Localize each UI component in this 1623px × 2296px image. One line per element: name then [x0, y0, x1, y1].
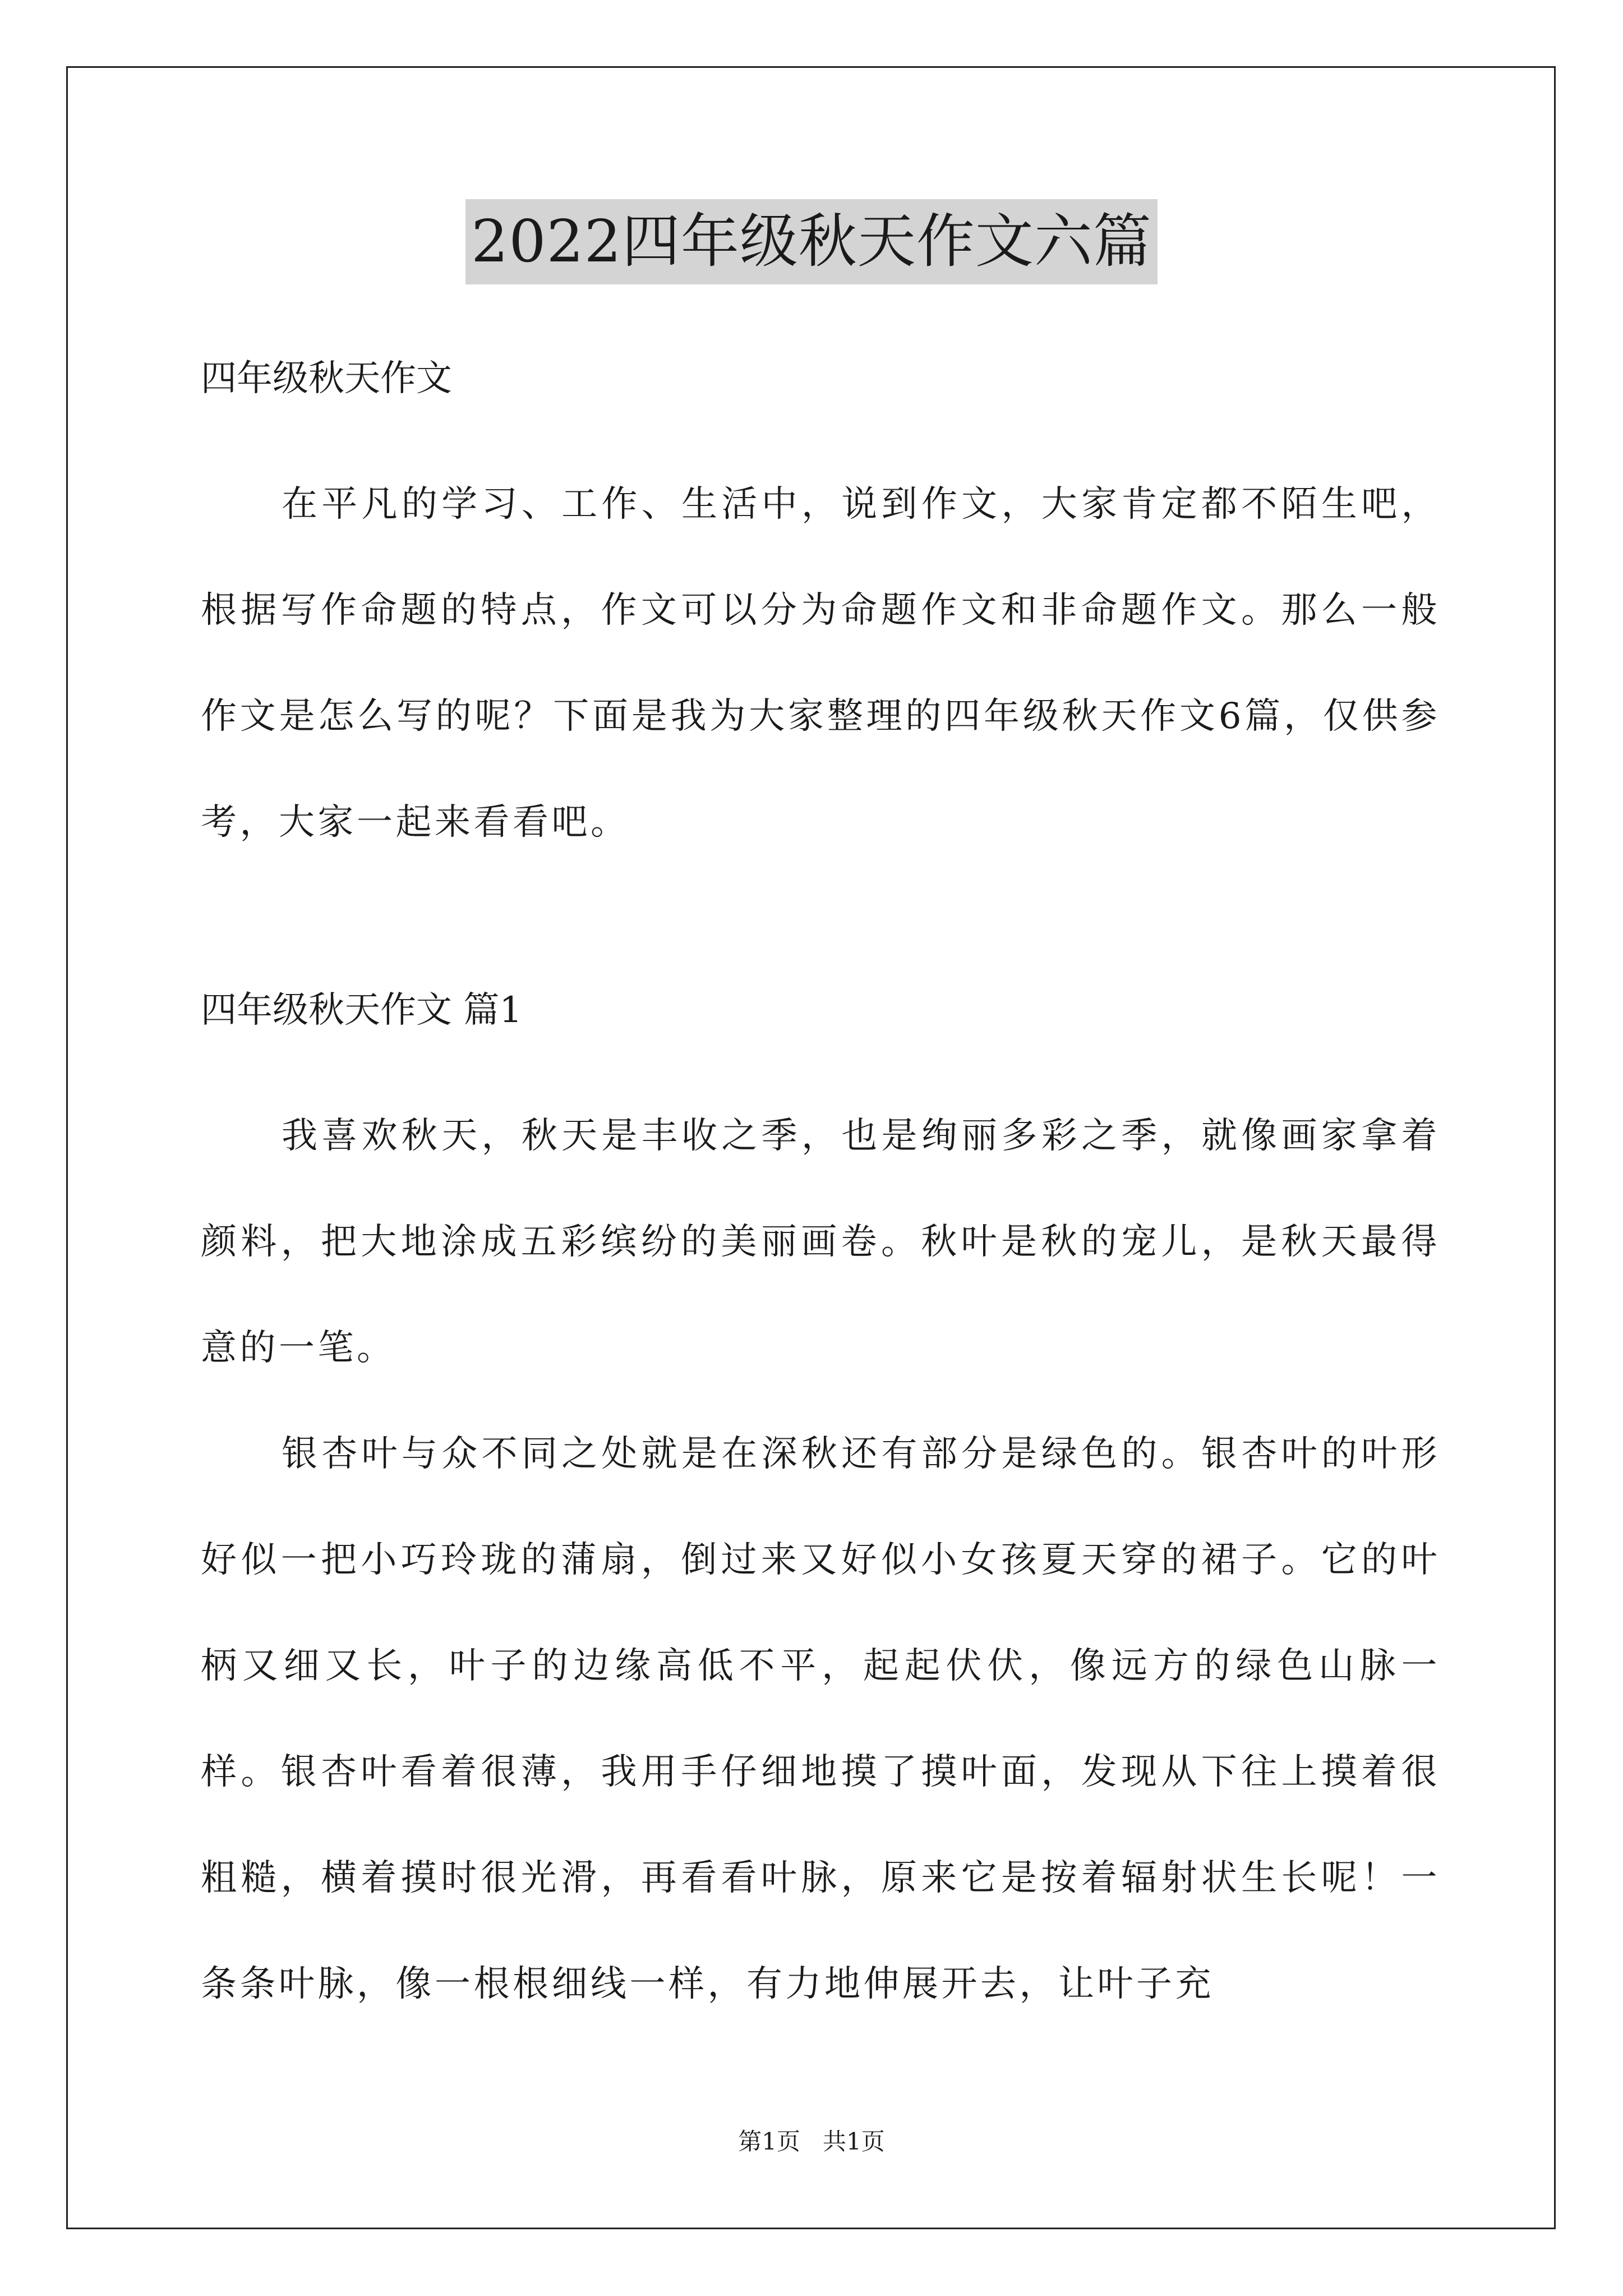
document-title: 2022四年级秋天作文六篇 [465, 199, 1158, 284]
intro-heading: 四年级秋天作文 [201, 358, 452, 399]
document-body [201, 345, 1440, 2037]
title-container [0, 199, 1623, 284]
spacer [201, 876, 1440, 977]
page-footer: 第1页 共1页 [738, 2128, 885, 2155]
body-paragraph-1: 我喜欢秋天，秋天是丰收之季，也是绚丽多彩之季，就像画家拿着颜料，把大地涂成五彩缤纷的美丽画卷。秋叶是秋的宠儿，是秋天最得意的一笔。 [201, 1115, 1440, 1369]
spacer [201, 412, 1440, 452]
section-heading-1: 四年级秋天作文 篇1 [201, 990, 523, 1031]
spacer [201, 1044, 1440, 1083]
body-paragraph-2: 银杏叶与众不同之处就是在深秋还有部分是绿色的。银杏叶的叶形好似一把小巧玲珑的蒲扇，倒过来又好似小女孩夏天穿的裙子。它的叶柄又细又长，叶子的边缘高低不平，起起伏伏，像远方的绿色山脉一样。银杏叶看着很薄，我用手仔细地摸了摸叶面，发现从下往上摸着很粗糙，横着摸时很光滑，再看看叶脉，原来它是按着辐射状生长呢！一条条叶脉，像一根根细线一样，有力地伸展开去，让叶子充 [201, 1433, 1440, 2005]
intro-paragraph: 在平凡的学习、工作、生活中，说到作文，大家肯定都不陌生吧，根据写作命题的特点，作文可以分为命题作文和非命题作文。那么一般作文是怎么写的呢？下面是我为大家整理的四年级秋天作文6篇，仅供参考，大家一起来看看吧。 [201, 484, 1440, 843]
